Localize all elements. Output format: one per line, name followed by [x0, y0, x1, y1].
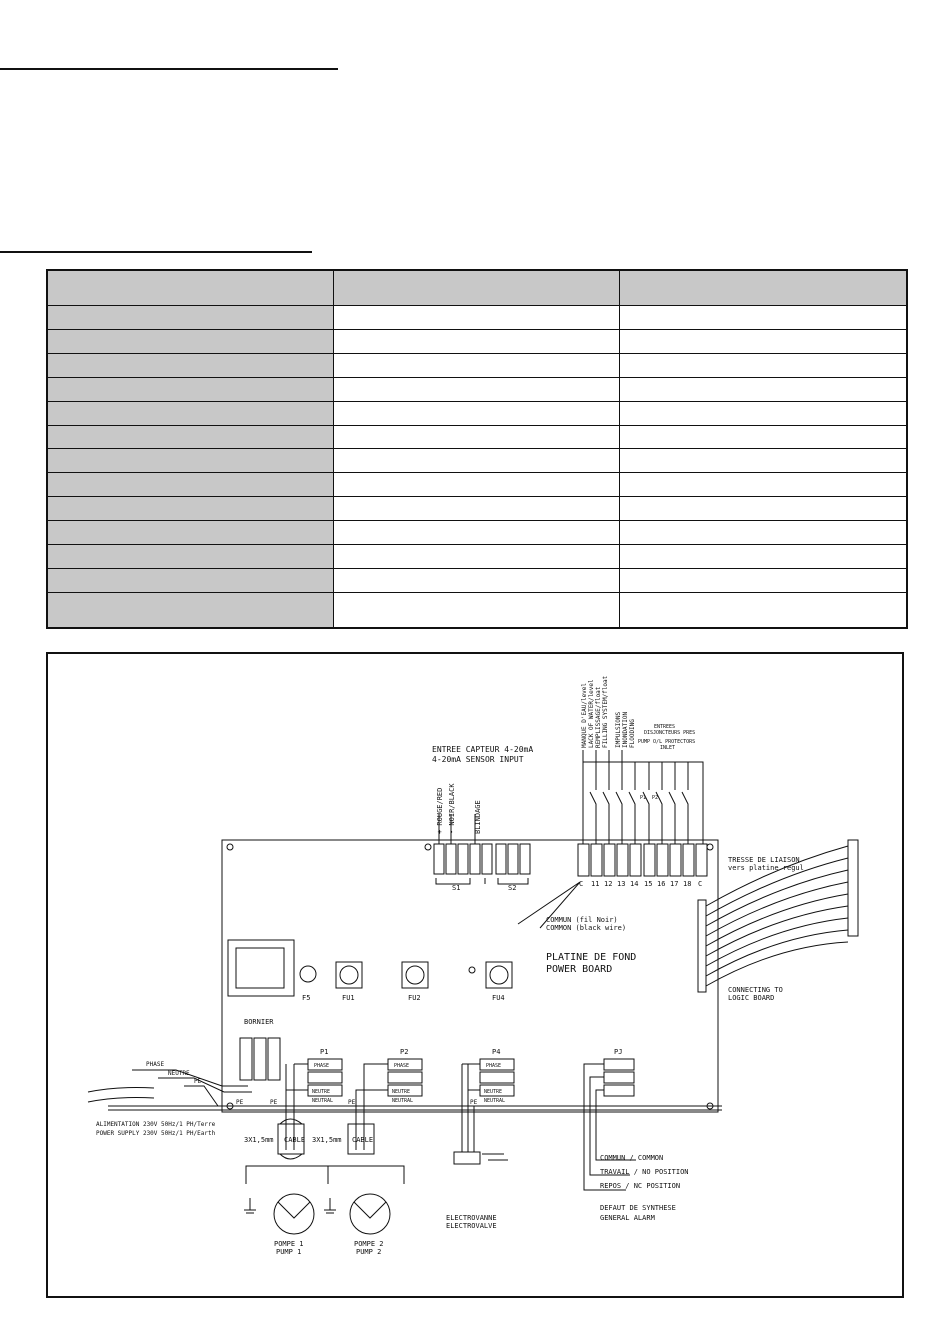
p2-neutral: NEUTRAL [392, 1098, 414, 1104]
spec-table-cell [619, 354, 907, 378]
spec-table-row [47, 377, 907, 401]
spec-table-cell [47, 377, 333, 401]
board-title-fr: PLATINE DE FOND [546, 952, 637, 963]
spec-table-row [47, 449, 907, 473]
spec-table-row [47, 473, 907, 497]
terminal-13: 13 [617, 880, 626, 888]
small-p1-label: P1 [640, 795, 647, 801]
spec-table-cell [47, 473, 333, 497]
wiring-diagram [48, 654, 902, 1296]
spec-table-cell [333, 425, 619, 449]
electrovalve-label: ELECTROVALVE [446, 1222, 497, 1230]
common-label: COMMON (black wire) [546, 924, 627, 932]
spec-table-cell [47, 401, 333, 425]
spec-table-cell [47, 330, 333, 354]
terminal-14: 14 [630, 880, 639, 888]
p1-label: P1 [320, 1048, 329, 1056]
supply-phase: PHASE [146, 1061, 165, 1068]
p2-phase: PHASE [394, 1063, 410, 1069]
terminal-c-1: C [579, 880, 584, 888]
fuse-fu4-label: FU4 [492, 994, 505, 1002]
terminal-12: 12 [604, 880, 613, 888]
spec-table-cell [333, 592, 619, 628]
s1-label: S1 [452, 884, 461, 892]
spec-table-cell [619, 568, 907, 592]
p4-phase: PHASE [486, 1063, 502, 1069]
pe-label-2: PE [270, 1099, 278, 1106]
spec-table-cell [47, 544, 333, 568]
small-p2-label: P2 [652, 795, 659, 801]
spec-table-cell [619, 544, 907, 568]
entrees-label-2: DISJONCTEURS PRES [644, 730, 696, 736]
defaut-label: DEFAUT DE SYNTHESE [600, 1204, 676, 1212]
p4-neutral: NEUTRAL [484, 1098, 506, 1104]
relay-nc: REPOS / NC POSITION [600, 1182, 681, 1190]
fuse-fu1 [336, 962, 362, 988]
electrovanne-label: ELECTROVANNE [446, 1214, 497, 1222]
spec-table-cell [47, 306, 333, 330]
spec-table-row [47, 425, 907, 449]
spec-table-row [47, 497, 907, 521]
spec-table-row [47, 401, 907, 425]
spec-table-row [47, 354, 907, 378]
fuse-f5-label: F5 [302, 994, 311, 1002]
terminal-c-2: C [698, 880, 703, 888]
pump-1-label-en: PUMP 1 [276, 1248, 302, 1256]
entrees-label-3: PUMP O/L PROTECTORS [638, 739, 696, 745]
spec-table-cell [47, 270, 333, 306]
terminal-16: 16 [657, 880, 666, 888]
commun-label: COMMUN (fil Noir) [546, 916, 618, 924]
spec-table-cell [333, 473, 619, 497]
pump2-cable-label: CABLE [352, 1136, 374, 1144]
pj-block [604, 1059, 634, 1096]
pe-label-1: PE [236, 1099, 244, 1106]
spec-table-cell [619, 497, 907, 521]
general-alarm-label: GENERAL ALARM [600, 1214, 655, 1222]
spec-table-row [47, 568, 907, 592]
fuse-fu2-label: FU2 [408, 994, 421, 1002]
spec-table-cell [619, 306, 907, 330]
sensor-input-label-en: 4-20mA SENSOR INPUT [432, 755, 524, 764]
spec-table-cell [619, 521, 907, 545]
fuse-f5 [300, 966, 316, 982]
spec-table-row [47, 521, 907, 545]
spec-table-cell [619, 449, 907, 473]
sensor-wire-shield: BLINDAGE [474, 800, 482, 834]
p1-neutral: NEUTRAL [312, 1098, 334, 1104]
spec-table-cell [619, 425, 907, 449]
tresse-label-2: vers platine regul [728, 864, 804, 872]
pump2-cable-size: 3X1,5mm [312, 1136, 342, 1144]
connecting-label-2: LOGIC BOARD [728, 994, 775, 1002]
input-label-4: FILLING SYSTEM/float [602, 675, 609, 748]
fuse-fu2 [402, 962, 428, 988]
fuse-fu1-label: FU1 [342, 994, 355, 1002]
input-terminal-block [578, 844, 707, 876]
spec-table-cell [333, 401, 619, 425]
spec-table [46, 269, 908, 629]
p2-neutre: NEUTRE [392, 1089, 411, 1095]
s2-label: S2 [508, 884, 517, 892]
spec-table-row [47, 330, 907, 354]
bornier-label: BORNIER [244, 1018, 274, 1026]
supply-pe: PE [194, 1078, 202, 1085]
electrovalve-symbol [454, 1064, 508, 1164]
pe-label-4: PE [470, 1099, 478, 1106]
entrees-label-1: ENTREES [654, 724, 676, 730]
spec-table-cell [619, 473, 907, 497]
spec-table-cell [333, 270, 619, 306]
second-rule [0, 251, 312, 253]
spec-table-cell [333, 521, 619, 545]
pump-1-label-fr: POMPE 1 [274, 1240, 304, 1248]
input-label-3: REMPLISSAGE/float [595, 686, 602, 748]
pump-1-symbol [244, 1166, 328, 1234]
sensor-wire-red: + ROUGE/RED [436, 787, 444, 834]
fuse-fu4 [486, 962, 512, 988]
supply-neutre: NEUTRE [168, 1070, 190, 1077]
pump-2-symbol [324, 1166, 404, 1234]
p1-neutre: NEUTRE [312, 1089, 331, 1095]
pump-2-label-en: PUMP 2 [356, 1248, 382, 1256]
spec-table-cell [619, 270, 907, 306]
spec-table-cell [333, 497, 619, 521]
spec-table-row [47, 544, 907, 568]
spec-table-cell [47, 354, 333, 378]
spec-table-cell [333, 306, 619, 330]
spec-table-cell [333, 544, 619, 568]
terminal-17: 17 [670, 880, 679, 888]
input-label-6: INONDATION [622, 711, 629, 748]
spec-table-row [47, 592, 907, 628]
sensor-wire-black: - NOIR/BLACK [448, 783, 456, 834]
sensor-input-label: ENTREE CAPTEUR 4-20mA [432, 745, 534, 754]
connecting-label: CONNECTING TO [728, 986, 783, 994]
spec-table-cell [333, 449, 619, 473]
spec-table-cell [619, 330, 907, 354]
alimentation-en: POWER SUPPLY 230V 50Hz/1 PH/Earth [96, 1130, 216, 1137]
spec-table-cell [333, 354, 619, 378]
tresse-label: TRESSE DE LIAISON [728, 856, 800, 864]
spec-table-cell [333, 330, 619, 354]
spec-table-row [47, 306, 907, 330]
input-label-1: MANQUE D'EAU/level [581, 682, 588, 748]
pump-2-label-fr: POMPE 2 [354, 1240, 384, 1248]
spec-table-cell [47, 425, 333, 449]
pump1-cable-label: CABLE [284, 1136, 306, 1144]
p1-phase: PHASE [314, 1063, 330, 1069]
spec-table-cell [619, 377, 907, 401]
pump1-cable-size: 3X1,5mm [244, 1136, 274, 1144]
p2-label: P2 [400, 1048, 409, 1056]
input-label-5: IMPULSIONS [615, 711, 622, 748]
p4-label: P4 [492, 1048, 501, 1056]
spec-table-cell [333, 377, 619, 401]
wiring-diagram-frame [46, 652, 904, 1298]
input-label-7: FLOODING [629, 719, 636, 748]
spec-table-cell [619, 592, 907, 628]
alimentation-fr: ALIMENTATION 230V 50Hz/1 PH/Terre [96, 1121, 216, 1128]
pe-label-3: PE [348, 1099, 356, 1106]
entrees-label-4: INLET [660, 745, 676, 751]
spec-table-header-row [47, 270, 907, 306]
terminal-15: 15 [644, 880, 653, 888]
spec-table-cell [333, 568, 619, 592]
p4-neutre: NEUTRE [484, 1089, 503, 1095]
spec-table-cell [47, 521, 333, 545]
terminal-18: 18 [683, 880, 692, 888]
board-title-en: POWER BOARD [546, 964, 613, 975]
spec-table-cell [47, 449, 333, 473]
relay-no: TRAVAIL / NO POSITION [600, 1168, 689, 1176]
relay-common: COMMUN / COMMON [600, 1154, 664, 1162]
spec-table-cell [47, 497, 333, 521]
spec-table-cell [619, 401, 907, 425]
input-label-2: LACK OF WATER/level [588, 679, 595, 748]
spec-table-cell [47, 568, 333, 592]
sensor-terminal-block [434, 844, 530, 884]
bornier-block [240, 1038, 280, 1080]
spec-table-cell [47, 592, 333, 628]
top-rule [0, 68, 338, 70]
terminal-11: 11 [591, 880, 600, 888]
pj-label: PJ [614, 1048, 623, 1056]
